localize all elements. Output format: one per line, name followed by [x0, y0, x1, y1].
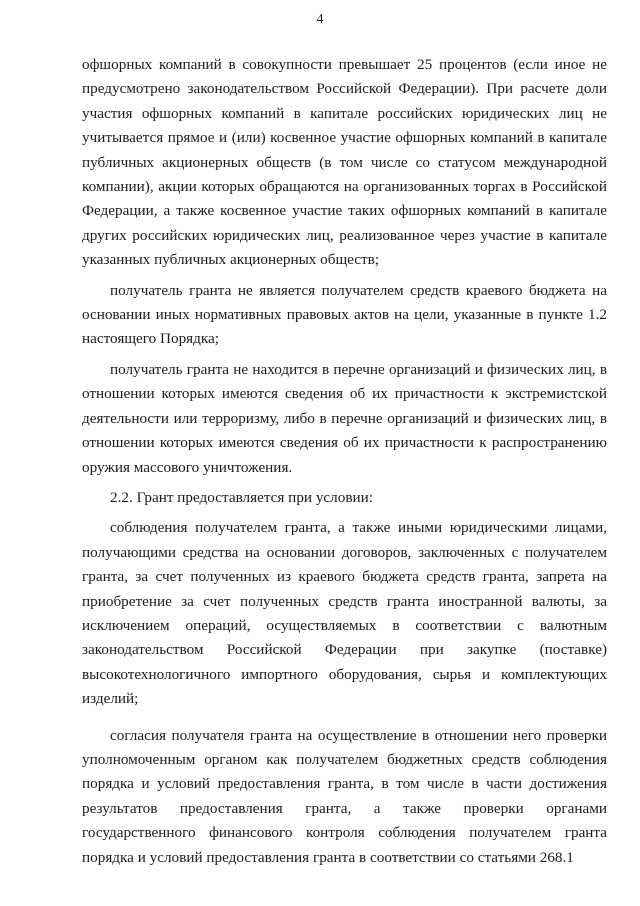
- paragraph-foreign-currency-ban: соблюдения получателем гранта, а также иными юридическими лицами, получающими средства на основании договоров, заключенных с получателем гранта, за счет полученных из краевого бюджета средств гранта, запрета на приобретение за счет полученных средств гранта иностранной валюты, за исключением операций, осуществляемых в соответствии с валютным законодательством Российской Федерации при закупке (поставке) высокотехнологичного импортного оборудования, сырья и комплектующих изделий;: [82, 519, 607, 708]
- paragraph-audit-consent: согласия получателя гранта на осуществление в отношении него проверки уполномоченным органом как получателем бюджетных средств соблюдения порядка и условий предоставления гранта, в том числе в части достижения результатов предоставления гранта, а также проверки органами государственного финансового контроля соблюдения получателем гранта порядка и условий предоставления гранта в соответствии со статьями 268.1: [82, 726, 607, 866]
- paragraph-not-budget-recipient: получатель гранта не является получателем средств краевого бюджета на основании иных нормативных правовых актов на цели, указанные в пункте 1.2 настоящего Порядка;: [82, 281, 607, 348]
- page-number: 4: [316, 12, 324, 27]
- paragraph-not-in-extremism-list: получатель гранта не находится в перечне организаций и физических лиц, в отношении которых имеются сведения об их причастности к экстремистской деятельности или терроризму, либо в перечне организаций и физических лиц, в отношении которых имеются сведения об их причастности к распространению оружия массового уничтожения.: [82, 360, 607, 476]
- paragraph-clause-2-2-heading: 2.2. Грант предоставляется при условии:: [110, 488, 373, 506]
- paragraph-offshore-participation: офшорных компаний в совокупности превышает 25 процентов (если иное не предусмотрено законодательством Российской Федерации). При расчете доли участия офшорных компаний в капитале российских юридических лиц не учитывается прямое и (или) косвенное участие офшорных компаний в капитале публичных акционерных обществ (в том числе со статусом международной компании), акции которых обращаются на организованных торгах в Российской Федерации, а также косвенное участие таких офшорных компаний в капитале других российских юридических лиц, реализованное через участие в капитале указанных публичных акционерных обществ;: [82, 56, 607, 269]
- document-body: [82, 53, 607, 870]
